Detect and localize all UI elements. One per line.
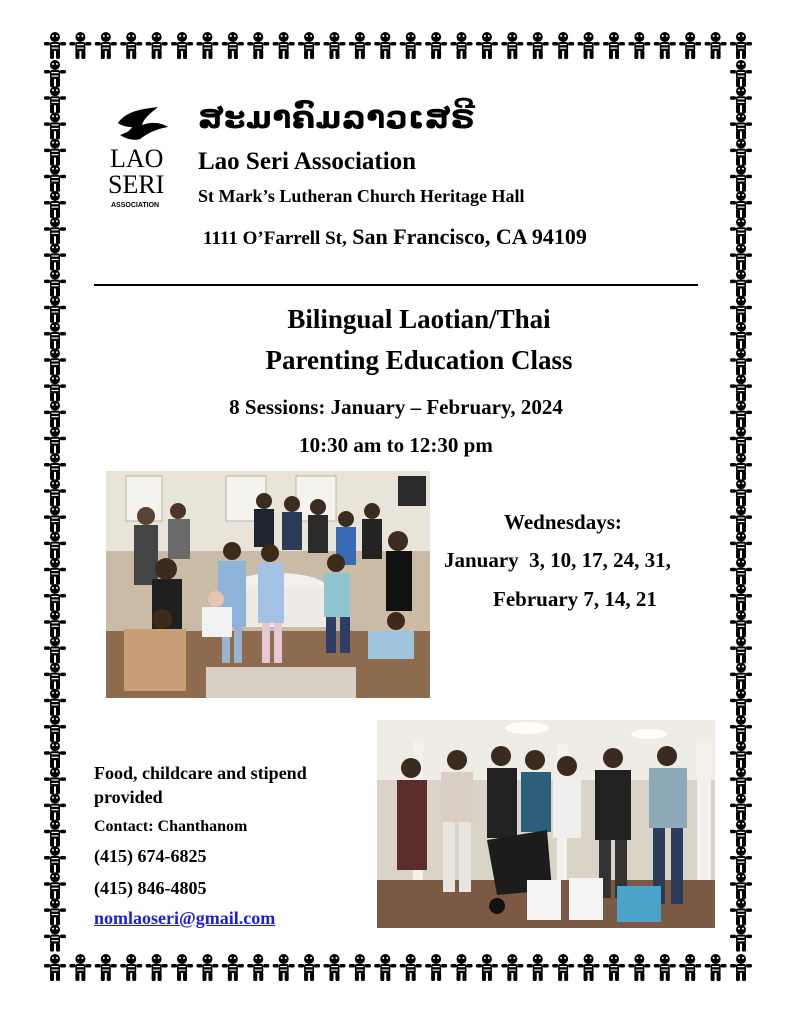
logo-text-association: ASSOCIATION <box>111 202 160 209</box>
sessions-info: 8 Sessions: January – February, 2024 <box>229 395 563 419</box>
logo-text-lao: LAO <box>110 144 164 173</box>
email-link[interactable]: nomlaoseri@gmail.com <box>94 908 276 928</box>
logo-text-seri: SERI <box>108 170 165 199</box>
divider <box>94 284 698 286</box>
class-time: 10:30 am to 12:30 pm <box>299 433 493 457</box>
schedule-day-label: Wednesdays: <box>504 510 622 534</box>
phone-number-2: (415) 846-4805 <box>94 878 207 898</box>
venue-name: St Mark’s Lutheran Church Heritage Hall <box>198 186 525 206</box>
address-street: 1111 O’Farrell St, <box>203 228 347 249</box>
contact-name: Contact: Chanthanom <box>94 818 248 835</box>
address-city: San Francisco, CA 94109 <box>346 224 587 249</box>
dove-icon <box>118 107 168 140</box>
food-childcare-note: Food, childcare and stipend provided <box>94 763 307 807</box>
class-title-line1: Bilingual Laotian/Thai <box>287 304 551 334</box>
lao-title: ສະມາຄົມລາວເສຣີ <box>198 100 476 136</box>
lao-seri-logo <box>108 105 172 213</box>
org-name: Lao Seri Association <box>198 148 417 175</box>
group-photo-indoor <box>106 471 430 698</box>
phone-number-1: (415) 674-6825 <box>94 846 207 866</box>
class-title-line2: Parenting Education Class <box>265 345 573 375</box>
group-photo-stroller <box>377 720 715 928</box>
schedule-february-dates: February 7, 14, 21 <box>493 587 657 611</box>
schedule-january-dates: January 3, 10, 17, 24, 31, <box>444 548 671 572</box>
address <box>203 224 587 250</box>
